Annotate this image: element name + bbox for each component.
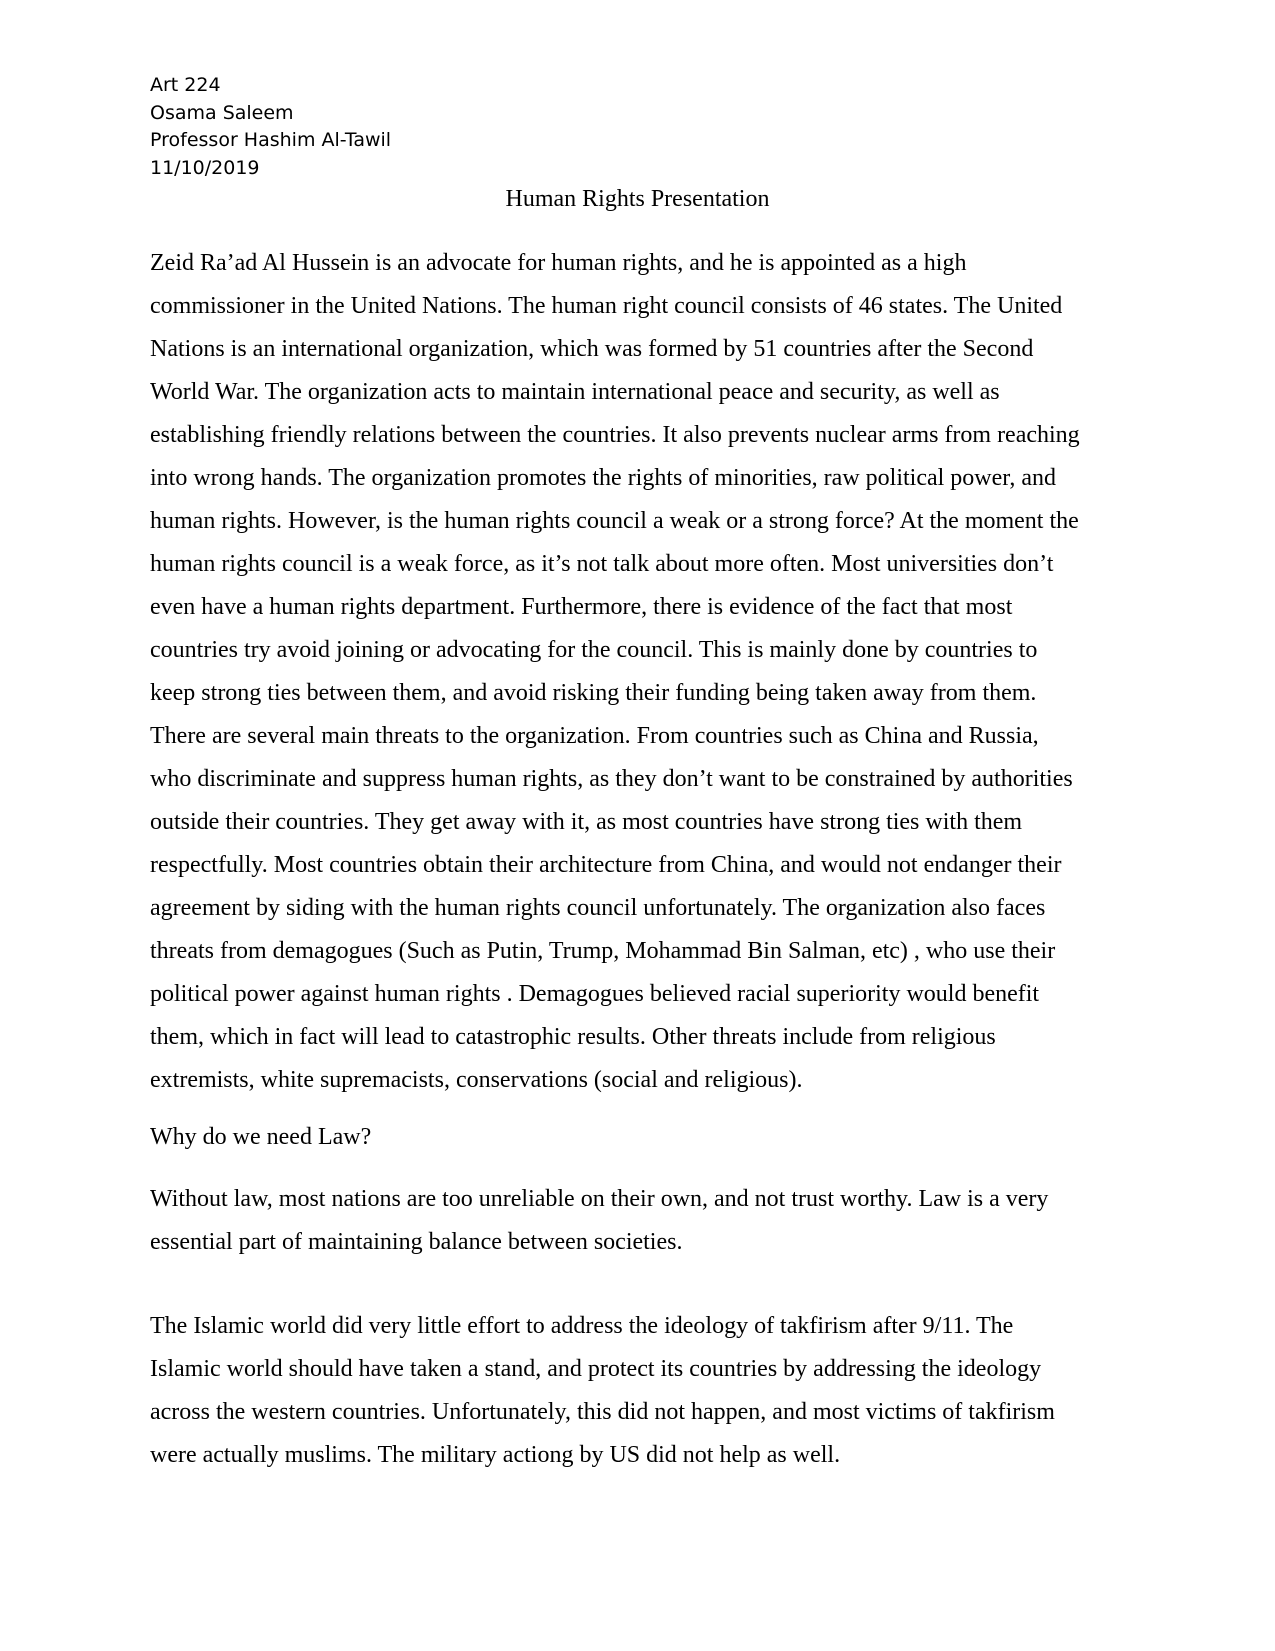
paragraph-line: establishing friendly relations between the countries. It also prevents nuclear arms from reaching	[150, 422, 1080, 448]
paragraph-line: The Islamic world did very little effort to address the ideology of takfirism after 9/11. The	[150, 1313, 1014, 1339]
document-title: Human Rights Presentation	[505, 186, 770, 212]
paragraph-line: even have a human rights department. Furthermore, there is evidence of the fact that most	[150, 594, 1013, 620]
paragraph-line: Without law, most nations are too unreliable on their own, and not trust worthy. Law is a very	[150, 1186, 1049, 1212]
paragraph-line: respectfully. Most countries obtain their architecture from China, and would not endanger their	[150, 852, 1062, 878]
paragraph-line: keep strong ties between them, and avoid risking their funding being taken away from them.	[150, 680, 1037, 706]
paragraph-line: were actually muslims. The military actiong by US did not help as well.	[150, 1442, 841, 1468]
paragraph-line: extremists, white supremacists, conservations (social and religious).	[150, 1067, 803, 1093]
paragraph-2	[150, 1178, 1135, 1264]
paragraph-line: them, which in fact will lead to catastrophic results. Other threats include from religious	[150, 1024, 996, 1050]
paragraph-line: outside their countries. They get away with it, as most countries have strong ties with them	[150, 809, 1023, 835]
paragraph-line: Zeid Ra’ad Al Hussein is an advocate for human rights, and he is appointed as a high	[150, 250, 967, 276]
paragraph-3	[150, 1305, 1135, 1477]
professor-line: Professor Hashim Al-Tawil	[150, 129, 392, 151]
paragraph-line: countries try avoid joining or advocating for the council. This is mainly done by countries to	[150, 637, 1038, 663]
paragraph-line: World War. The organization acts to maintain international peace and security, as well as	[150, 379, 1000, 405]
paragraph-line: Nations is an international organization, which was formed by 51 countries after the Second	[150, 336, 1034, 362]
paragraph-line: political power against human rights . Demagogues believed racial superiority would benefit	[150, 981, 1040, 1007]
header-block	[150, 72, 391, 182]
paragraph-line: into wrong hands. The organization promotes the rights of minorities, raw political power, and	[150, 465, 1056, 491]
section-question	[150, 1116, 1135, 1159]
course-line: Art 224	[150, 74, 221, 96]
paragraph-line: commissioner in the United Nations. The human right council consists of 46 states. The United	[150, 293, 1063, 319]
date-line: 11/10/2019	[150, 156, 260, 179]
paragraph-line: Islamic world should have taken a stand, and protect its countries by addressing the ideology	[150, 1356, 1042, 1382]
author-line: Osama Saleem	[150, 101, 294, 124]
question-line: Why do we need Law?	[150, 1124, 372, 1150]
paragraph-line: There are several main threats to the organization. From countries such as China and Russia,	[150, 723, 1039, 749]
paragraph-1	[150, 242, 1135, 1102]
paragraph-line: agreement by siding with the human rights council unfortunately. The organization also faces	[150, 895, 1046, 921]
paragraph-line: across the western countries. Unfortunately, this did not happen, and most victims of takfirism	[150, 1399, 1055, 1425]
paragraph-line: threats from demagogues (Such as Putin, Trump, Mohammad Bin Salman, etc) , who use their	[150, 938, 1056, 964]
paragraph-line: human rights council is a weak force, as it’s not talk about more often. Most universities don’t	[150, 551, 1054, 577]
paragraph-line: human rights. However, is the human rights council a weak or a strong force? At the moment the	[150, 508, 1079, 534]
paragraph-line: essential part of maintaining balance between societies.	[150, 1229, 683, 1255]
paragraph-line: who discriminate and suppress human rights, as they don’t want to be constrained by authorities	[150, 766, 1073, 792]
